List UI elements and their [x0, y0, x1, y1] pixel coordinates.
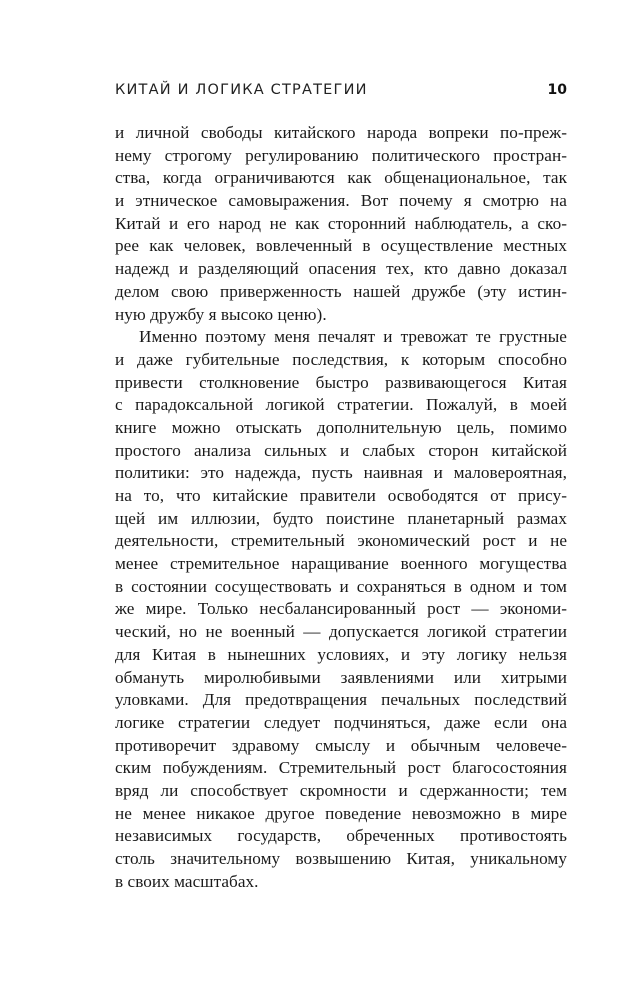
text-line: столь значительному возвышению Китая, уникальному: [115, 849, 567, 868]
text-line: на то, что китайские правители освободятся от прису-: [115, 486, 567, 505]
text-line: противоречит здравому смыслу и обычным человече-: [115, 735, 567, 755]
text-line: ским побуждениям. Стремительный рост благосостояния: [115, 758, 567, 778]
text-line: вряд ли способствует скромности и сдержанности; тем: [115, 780, 567, 800]
text-line: уловками. Для предотвращения печальных последствий: [115, 690, 567, 710]
text-line: Именно поэтому меня печалят и тревожат те грустные: [139, 327, 567, 347]
text-line: логике стратегии следует подчиняться, даже если она: [115, 712, 567, 732]
text-line: надежд и разделяющий опасения тех, кто давно доказал: [115, 259, 567, 279]
body-text: [115, 122, 567, 893]
text-line: и этническое самовыражения. Вот почему я смотрю на: [115, 191, 567, 211]
running-header: [115, 78, 567, 102]
text-line: деятельности, стремительный экономический рост и не: [115, 531, 567, 551]
text-line: не менее никакое другое поведение невозможно в мире: [115, 803, 567, 823]
text-line: привести столкновение быстро развивающегося Китая: [115, 372, 567, 392]
text-line: же мире. Только несбалансированный рост — экономи-: [115, 599, 567, 619]
running-title: КИТАЙ И ЛОГИКА СТРАТЕГИИ: [115, 82, 368, 98]
paragraph-1: [115, 122, 567, 326]
text-line: в своих масштабах.: [115, 871, 259, 891]
text-line: простого анализа сильных и слабых сторон китайской: [115, 440, 567, 460]
text-line: ства, когда ограничиваются как общенациональное, так: [115, 168, 567, 188]
text-line: рее как человек, вовлеченный в осуществление местных: [115, 236, 567, 256]
text-line: ческий, но не военный — допускается логикой стратегии: [115, 622, 567, 642]
paragraph-2: [115, 326, 567, 893]
text-line: делом свою приверженность нашей дружбе (эту истин-: [115, 281, 567, 301]
text-line: Китай и его народ не как сторонний наблюдатель, а ско-: [115, 213, 567, 233]
text-line: с парадоксальной логикой стратегии. Пожалуй, в моей: [115, 395, 567, 415]
text-line: политики: это надежда, пусть наивная и маловероятная,: [115, 463, 567, 483]
text-line: менее стремительное наращивание военного могущества: [115, 554, 567, 574]
text-line: для Китая в нынешних условиях, и эту логику нельзя: [115, 644, 567, 664]
text-line: в состоянии сосуществовать и сохраняться в одном и том: [115, 576, 567, 596]
text-line: и даже губительные последствия, к которым способно: [115, 349, 567, 369]
text-line: книге можно отыскать дополнительную цель, помимо: [115, 417, 567, 437]
text-line: обмануть миролюбивыми заявлениями или хитрыми: [115, 667, 567, 687]
text-line: ную дружбу я высоко ценю).: [115, 304, 327, 324]
text-line: щей им иллюзии, будто поистине планетарный размах: [115, 508, 567, 528]
text-line: нему строгому регулированию политического простран-: [115, 145, 567, 165]
text-line: и личной свободы китайского народа вопреки по-преж-: [115, 123, 567, 142]
text-line: независимых государств, обреченных противостоять: [115, 826, 567, 846]
page-number: 10: [547, 82, 567, 98]
